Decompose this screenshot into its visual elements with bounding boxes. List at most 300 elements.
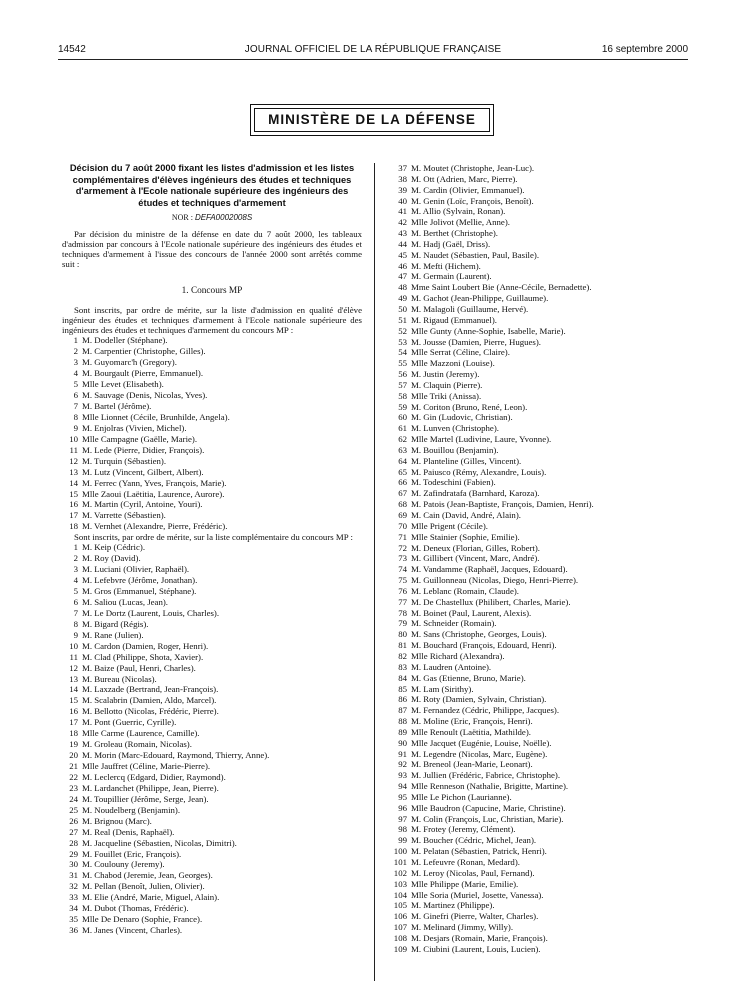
rank-number: 15	[69, 695, 78, 706]
list-item	[62, 695, 362, 706]
rank-number: 99	[398, 835, 407, 846]
candidate-name: M. Hadj (Gaël, Driss).	[411, 238, 491, 249]
list-item	[385, 206, 685, 217]
candidate-name: M. Vandamme (Raphaël, Jacques, Edouard).	[411, 564, 568, 575]
list-item	[385, 423, 685, 434]
list-item	[385, 640, 685, 651]
candidate-name: M. Saliou (Lucas, Jean).	[82, 596, 168, 607]
rank-number: 39	[398, 184, 407, 195]
rank-number: 59	[398, 401, 407, 412]
rank-number: 46	[398, 260, 407, 271]
rank-number: 40	[398, 195, 407, 206]
rank-number: 11	[69, 444, 78, 455]
candidate-name: M. Vernhet (Alexandre, Pierre, Frédéric).	[82, 521, 228, 532]
list-item	[62, 652, 362, 663]
candidate-name: Mlle Jacquet (Eugénie, Louise, Noëlle).	[411, 737, 552, 748]
candidate-name: M. Rane (Julien).	[82, 629, 144, 640]
rank-number: 30	[69, 859, 78, 870]
candidate-name: M. Janes (Vincent, Charles).	[82, 925, 183, 936]
list-item	[62, 892, 362, 903]
list-item	[385, 380, 685, 391]
candidate-name: M. Malagoli (Guillaume, Hervé).	[411, 303, 529, 314]
list-item	[62, 412, 362, 423]
list-item	[385, 651, 685, 662]
rank-number: 54	[398, 347, 407, 358]
list-item	[62, 794, 362, 805]
list-item	[62, 499, 362, 510]
rank-number: 80	[398, 629, 407, 640]
candidate-name: M. Toupillier (Jérôme, Serge, Jean).	[82, 793, 209, 804]
rank-number: 100	[393, 846, 407, 857]
complementary-list-right	[385, 163, 685, 955]
candidate-name: M. Desjars (Romain, Marie, François).	[411, 932, 548, 943]
rank-number: 90	[398, 737, 407, 748]
candidate-name: Mlle Jolivot (Mellie, Anne).	[411, 217, 510, 228]
list-item	[385, 250, 685, 261]
candidate-name: M. Bureau (Nicolas).	[82, 673, 157, 684]
rank-number: 45	[398, 249, 407, 260]
candidate-name: M. Schneider (Romain).	[411, 618, 497, 629]
list-item	[385, 933, 685, 944]
rank-number: 66	[398, 477, 407, 488]
rank-number: 105	[393, 900, 407, 911]
rank-number: 104	[393, 889, 407, 900]
candidate-name: Mlle Gunty (Anne-Sophie, Isabelle, Marie).	[411, 325, 566, 336]
list-item	[62, 586, 362, 597]
candidate-name: M. Noudelberg (Benjamin).	[82, 804, 181, 815]
candidate-name: M. Roy (David).	[82, 553, 141, 564]
list-item	[385, 814, 685, 825]
candidate-name: M. Dodeller (Stéphane).	[82, 335, 168, 346]
rank-number: 47	[398, 271, 407, 282]
rank-number: 3	[73, 564, 78, 575]
list-item	[385, 434, 685, 445]
rank-number: 109	[393, 943, 407, 954]
candidate-name: M. Cain (David, André, Alain).	[411, 510, 521, 520]
candidate-name: M. Lefebvre (Jérôme, Jonathan).	[82, 575, 198, 586]
candidate-name: Mlle Levet (Elisabeth).	[82, 379, 164, 390]
candidate-name: M. Justin (Jeremy).	[411, 369, 480, 380]
candidate-name: M. Rigaud (Emmanuel).	[411, 314, 497, 325]
rank-number: 12	[69, 662, 78, 673]
candidate-name: M. Planteline (Gilles, Vincent).	[411, 455, 522, 466]
list-item	[385, 586, 685, 597]
left-column	[62, 163, 362, 936]
rank-number: 34	[69, 903, 78, 914]
rank-number: 74	[398, 564, 407, 575]
rank-number: 3	[73, 357, 78, 368]
list-item	[385, 499, 685, 510]
candidate-name: M. Claquin (Pierre).	[411, 379, 483, 390]
candidate-name: M. Lede (Pierre, Didier, François).	[82, 444, 205, 455]
rank-number: 8	[73, 411, 78, 422]
candidate-name: M. Elie (André, Marie, Miguel, Alain).	[82, 892, 220, 903]
rank-number: 36	[69, 925, 78, 936]
list-item	[385, 326, 685, 337]
rank-number: 77	[398, 596, 407, 607]
list-item	[62, 478, 362, 489]
list-item	[62, 467, 362, 478]
candidate-name: Mlle Carme (Laurence, Camille).	[82, 728, 200, 739]
candidate-name: M. Martinez (Philippe).	[411, 900, 495, 911]
rank-number: 10	[69, 433, 78, 444]
candidate-name: M. Moutet (Christophe, Jean-Luc).	[411, 163, 535, 173]
complementary-list-left	[62, 542, 362, 936]
rank-number: 24	[69, 793, 78, 804]
rank-number: 13	[69, 673, 78, 684]
list-item	[62, 925, 362, 936]
list-item	[62, 379, 362, 390]
candidate-name: M. Colin (François, Luc, Christian, Marie).	[411, 813, 564, 824]
list-item	[385, 488, 685, 499]
page-number: 14542	[58, 44, 86, 55]
list-item	[62, 663, 362, 674]
rank-number: 70	[398, 520, 407, 531]
candidate-name: Mlle Campagne (Gaëlle, Marie).	[82, 433, 198, 444]
list-item	[385, 781, 685, 792]
rank-number: 88	[398, 716, 407, 727]
list-item	[62, 914, 362, 925]
rank-number: 37	[398, 163, 407, 173]
list-item	[385, 445, 685, 456]
rank-number: 14	[69, 684, 78, 695]
rank-number: 41	[398, 206, 407, 217]
rank-number: 4	[73, 368, 78, 379]
rank-number: 33	[69, 892, 78, 903]
list-item	[62, 357, 362, 368]
list-item	[62, 783, 362, 794]
candidate-name: M. Naudet (Sébastien, Paul, Basile).	[411, 249, 540, 260]
journal-title: JOURNAL OFFICIEL DE LA RÉPUBLIQUE FRANÇAISE	[244, 44, 502, 55]
rank-number: 12	[69, 455, 78, 466]
list-item	[62, 674, 362, 685]
candidate-name: M. Lam (Sirithy).	[411, 683, 474, 694]
list-item	[385, 911, 685, 922]
list-item	[385, 553, 685, 564]
candidate-name: M. Bourgault (Pierre, Emmanuel).	[82, 368, 204, 379]
rank-number: 83	[398, 661, 407, 672]
column-divider	[374, 163, 375, 981]
rank-number: 63	[398, 444, 407, 455]
rank-number: 75	[398, 575, 407, 586]
right-column	[385, 163, 685, 955]
list-item	[385, 532, 685, 543]
list-item	[385, 738, 685, 749]
candidate-name: M. Todeschini (Fabien).	[411, 477, 496, 488]
rank-number: 5	[73, 379, 78, 390]
candidate-name: Mlle Philippe (Marie, Emilie).	[411, 878, 519, 889]
list-item	[62, 859, 362, 870]
list-item	[385, 900, 685, 911]
candidate-name: Mme Saint Loubert Bie (Anne-Cécile, Bernadette).	[411, 282, 592, 293]
list-item	[385, 543, 685, 554]
list-item	[385, 716, 685, 727]
candidate-name: Mlle Renneson (Nathalie, Brigitte, Martine).	[411, 781, 569, 792]
list-item	[62, 456, 362, 467]
list-item	[62, 903, 362, 914]
list-item	[385, 597, 685, 608]
list-item	[62, 575, 362, 586]
rank-number: 38	[398, 173, 407, 184]
rank-number: 98	[398, 824, 407, 835]
rank-number: 56	[398, 369, 407, 380]
rank-number: 10	[69, 640, 78, 651]
rank-number: 9	[73, 422, 78, 433]
list-item	[62, 390, 362, 401]
candidate-name: M. Laxzade (Bertrand, Jean-François).	[82, 684, 219, 695]
list-item	[385, 705, 685, 716]
rank-number: 82	[398, 650, 407, 661]
candidate-name: M. Luciani (Olivier, Raphaël).	[82, 564, 190, 575]
list-item	[385, 347, 685, 358]
candidate-name: M. Ginefri (Pierre, Walter, Charles).	[411, 911, 539, 922]
rank-number: 108	[393, 932, 407, 943]
candidate-name: M. Boucher (Cédric, Michel, Jean).	[411, 835, 537, 846]
rank-number: 96	[398, 802, 407, 813]
rank-number: 43	[398, 228, 407, 239]
list-item	[385, 337, 685, 348]
rank-number: 29	[69, 848, 78, 859]
list-item	[385, 662, 685, 673]
list-item	[385, 857, 685, 868]
candidate-name: M. Ciubini (Laurent, Louis, Lucien).	[411, 943, 541, 954]
admission-intro: Sont inscrits, par ordre de mérite, sur la liste d'admission en qualité d'élève ingénieur des études et techniques d'armement à l'Ecole nationale supérieure des ingénieurs des études et techniques d'armement du concours MP :	[62, 305, 362, 336]
rank-number: 65	[398, 466, 407, 477]
candidate-name: M. Pelatan (Sébastien, Patrick, Henri).	[411, 846, 547, 857]
list-item	[385, 456, 685, 467]
list-item	[62, 553, 362, 564]
rank-number: 15	[69, 488, 78, 499]
rank-number: 86	[398, 694, 407, 705]
rank-number: 85	[398, 683, 407, 694]
candidate-name: M. Morin (Marc-Edouard, Raymond, Thierry, Anne).	[82, 750, 270, 761]
list-item	[385, 835, 685, 846]
rank-number: 95	[398, 791, 407, 802]
list-item	[62, 761, 362, 772]
list-item	[385, 391, 685, 402]
rank-number: 48	[398, 282, 407, 293]
rank-number: 1	[73, 335, 78, 346]
list-item	[385, 846, 685, 857]
list-item	[62, 728, 362, 739]
candidate-name: M. Gas (Etienne, Bruno, Marie).	[411, 672, 526, 683]
candidate-name: M. Pellan (Benoît, Julien, Olivier).	[82, 881, 205, 892]
list-item	[62, 423, 362, 434]
section-title: 1. Concours MP	[181, 286, 243, 297]
rank-number: 71	[398, 531, 407, 542]
rank-number: 72	[398, 542, 407, 553]
candidate-name: M. Guyomarc'h (Gregory).	[82, 357, 177, 368]
candidate-name: M. Martin (Cyril, Antoine, Youri).	[82, 499, 203, 510]
rank-number: 18	[69, 521, 78, 532]
list-item	[385, 673, 685, 684]
candidate-name: M. Jacqueline (Sébastien, Nicolas, Dimitri).	[82, 837, 237, 848]
list-item	[385, 261, 685, 272]
candidate-name: M. Sauvage (Denis, Nicolas, Yves).	[82, 390, 208, 401]
candidate-name: M. Le Dortz (Laurent, Louis, Charles).	[82, 607, 220, 618]
list-item	[62, 881, 362, 892]
list-item	[62, 542, 362, 553]
list-item	[385, 759, 685, 770]
list-item	[385, 293, 685, 304]
candidate-name: Mlle Triki (Anissa).	[411, 390, 482, 401]
list-item	[385, 879, 685, 890]
list-item	[385, 575, 685, 586]
list-item	[385, 228, 685, 239]
candidate-name: M. Lardanchet (Philippe, Jean, Pierre).	[82, 782, 219, 793]
list-item	[62, 684, 362, 695]
list-item	[385, 304, 685, 315]
candidate-name: M. Bouchard (François, Edouard, Henri).	[411, 640, 557, 651]
candidate-name: M. Germain (Laurent).	[411, 271, 492, 282]
rank-number: 81	[398, 640, 407, 651]
candidate-name: M. Jullien (Frédéric, Fabrice, Christophe).	[411, 770, 561, 781]
candidate-name: Mlle Mazzoni (Louise).	[411, 358, 495, 369]
candidate-name: Mlle Lionnet (Cécile, Brunhilde, Angela).	[82, 411, 230, 422]
candidate-name: M. Coulouny (Jeremy).	[82, 859, 165, 870]
list-item	[385, 369, 685, 380]
page-header	[58, 44, 688, 58]
rank-number: 93	[398, 770, 407, 781]
list-item	[62, 739, 362, 750]
rank-number: 97	[398, 813, 407, 824]
candidate-name: M. Chabod (Jeremie, Jean, Georges).	[82, 870, 213, 881]
rank-number: 9	[73, 629, 78, 640]
rank-number: 84	[398, 672, 407, 683]
candidate-name: M. Brignou (Marc).	[82, 815, 152, 826]
candidate-name: Mlle Le Pichon (Laurianne).	[411, 791, 512, 802]
list-item	[385, 477, 685, 488]
rank-number: 13	[69, 466, 78, 477]
list-item	[62, 706, 362, 717]
rank-number: 17	[69, 510, 78, 521]
rank-number: 102	[393, 867, 407, 878]
list-item	[385, 271, 685, 282]
rank-number: 18	[69, 728, 78, 739]
list-item	[385, 868, 685, 879]
rank-number: 17	[69, 717, 78, 728]
candidate-name: M. Allio (Sylvain, Ronan).	[411, 206, 506, 217]
candidate-name: Mlle Soria (Muriel, Josette, Vanessa).	[411, 889, 544, 900]
ministry-title: MINISTÈRE DE LA DÉFENSE	[254, 108, 490, 132]
rank-number: 6	[73, 596, 78, 607]
list-item	[62, 619, 362, 630]
rank-number: 11	[69, 651, 78, 662]
list-item	[385, 629, 685, 640]
nor-reference	[62, 212, 362, 223]
list-item	[62, 849, 362, 860]
candidate-name: M. Lunven (Christophe).	[411, 423, 499, 434]
candidate-name: M. Frotey (Jeremy, Clément).	[411, 824, 516, 835]
list-item	[62, 816, 362, 827]
list-item	[385, 922, 685, 933]
rank-number: 7	[73, 401, 78, 411]
rank-number: 6	[73, 390, 78, 401]
rank-number: 78	[398, 607, 407, 618]
candidate-name: M. Boinet (Paul, Laurent, Alexis).	[411, 607, 532, 618]
candidate-name: M. Zafindratafa (Barnhard, Karoza).	[411, 488, 540, 499]
rank-number: 51	[398, 314, 407, 325]
rank-number: 25	[69, 804, 78, 815]
candidate-name: M. Guillonneau (Nicolas, Diego, Henri-Pierre).	[411, 575, 579, 586]
candidate-name: M. Leclercq (Edgard, Didier, Raymond).	[82, 771, 226, 782]
list-item	[62, 346, 362, 357]
rank-number: 52	[398, 325, 407, 336]
list-item	[385, 608, 685, 619]
rank-number: 106	[393, 911, 407, 922]
rank-number: 16	[69, 706, 78, 717]
candidate-name: Mlle Zaoui (Laëtitia, Laurence, Aurore).	[82, 488, 225, 499]
list-item	[62, 630, 362, 641]
list-item	[385, 521, 685, 532]
rank-number: 1	[73, 542, 78, 553]
rank-number: 27	[69, 826, 78, 837]
list-item	[62, 641, 362, 652]
rank-number: 14	[69, 477, 78, 488]
list-item	[62, 805, 362, 816]
candidate-name: M. Gros (Emmanuel, Stéphane).	[82, 586, 197, 596]
rank-number: 50	[398, 303, 407, 314]
list-item	[62, 597, 362, 608]
candidate-name: M. Laudren (Antoine).	[411, 661, 492, 672]
list-item	[385, 684, 685, 695]
rank-number: 44	[398, 238, 407, 249]
admission-list	[62, 335, 362, 532]
candidate-name: M. Gin (Ludovic, Christian).	[411, 412, 513, 423]
candidate-name: M. Legendre (Nicolas, Marc, Eugène).	[411, 748, 548, 759]
rank-number: 60	[398, 412, 407, 423]
list-item	[385, 315, 685, 326]
decision-title: Décision du 7 août 2000 fixant les listes d'admission et les listes complémentaires d'élèves ingénieurs des études et techniques d'armement à l'Ecole nationale supérieure des ingénieurs des études et techniques d'armement	[69, 163, 355, 208]
rank-number: 26	[69, 815, 78, 826]
list-item	[385, 618, 685, 629]
list-item	[385, 467, 685, 478]
list-item	[385, 174, 685, 185]
candidate-name: M. Bigard (Régis).	[82, 618, 149, 629]
rank-number: 16	[69, 499, 78, 510]
candidate-name: M. Fouillet (Eric, François).	[82, 848, 182, 859]
rank-number: 2	[73, 346, 78, 357]
rank-number: 107	[393, 922, 407, 933]
rank-number: 94	[398, 781, 407, 792]
candidate-name: M. Leblanc (Romain, Claude).	[411, 585, 519, 596]
rank-number: 61	[398, 423, 407, 434]
rank-number: 67	[398, 488, 407, 499]
list-item	[62, 445, 362, 456]
rank-number: 22	[69, 771, 78, 782]
list-item	[385, 770, 685, 781]
candidate-name: M. Bouillou (Benjamin).	[411, 444, 499, 455]
publication-date: 16 septembre 2000	[601, 44, 688, 55]
candidate-name: M. Gillibert (Vincent, Marc, André).	[411, 553, 540, 564]
rank-number: 64	[398, 455, 407, 466]
candidate-name: Mlle Prigent (Cécile).	[411, 520, 488, 531]
list-item	[385, 890, 685, 901]
candidate-name: M. Sans (Christophe, Georges, Louis).	[411, 629, 547, 640]
rank-number: 53	[398, 336, 407, 347]
candidate-name: M. Roty (Damien, Sylvain, Christian).	[411, 694, 547, 705]
candidate-name: M. Paiusco (Rémy, Alexandre, Louis).	[411, 466, 547, 477]
rank-number: 58	[398, 390, 407, 401]
candidate-name: Mlle Stainier (Sophie, Emilie).	[411, 531, 520, 542]
rank-number: 57	[398, 379, 407, 390]
list-item	[385, 358, 685, 369]
candidate-name: Mlle De Denaro (Sophie, France).	[82, 914, 203, 925]
candidate-name: M. Breneol (Jean-Marie, Leonart).	[411, 759, 533, 770]
candidate-name: M. Ferrec (Yann, Yves, François, Marie).	[82, 477, 227, 488]
candidate-name: M. Jousse (Damien, Pierre, Hugues).	[411, 336, 541, 347]
candidate-name: M. Genin (Loïc, François, Benoît).	[411, 195, 534, 206]
